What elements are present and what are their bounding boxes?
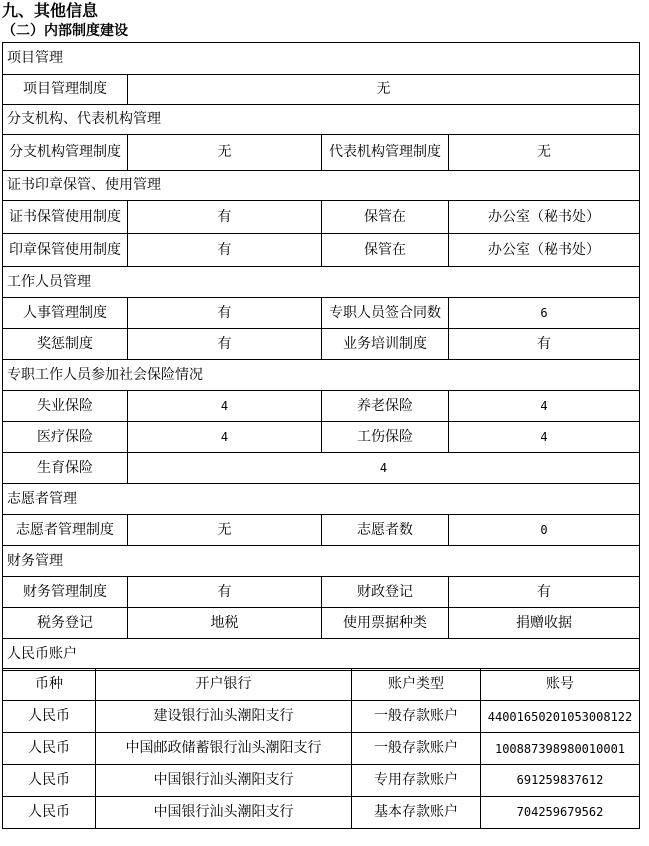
finance-system-label: 财务管理制度 [3, 577, 128, 608]
fiscal-registration-value: 有 [449, 577, 640, 608]
injury-label: 工伤保险 [322, 422, 449, 453]
volunteer-count-value: 0 [449, 515, 640, 546]
volunteer-system-label: 志愿者管理制度 [3, 515, 128, 546]
account-cell: 691259837612 [481, 765, 640, 797]
currency-cell: 人民币 [3, 765, 96, 797]
hr-system-label: 人事管理制度 [3, 298, 128, 329]
table-row [3, 733, 640, 765]
rep-system-label: 代表机构管理制度 [322, 135, 449, 171]
internal-system-table [2, 42, 640, 671]
unemployment-label: 失业保险 [3, 391, 128, 422]
finance-system-value: 有 [128, 577, 322, 608]
bank-cell: 中国银行汕头潮阳支行 [96, 765, 352, 797]
contract-count-value: 6 [449, 298, 640, 329]
section-project: 项目管理 [3, 43, 640, 75]
currency-cell: 人民币 [3, 797, 96, 829]
table-row [3, 797, 640, 829]
pension-label: 养老保险 [322, 391, 449, 422]
section-branch: 分支机构、代表机构管理 [3, 105, 640, 135]
type-cell: 专用存款账户 [352, 765, 481, 797]
currency-cell: 人民币 [3, 733, 96, 765]
reward-system-value: 有 [128, 329, 322, 360]
certificate-kept-value: 办公室（秘书处） [449, 201, 640, 234]
branch-system-label: 分支机构管理制度 [3, 135, 128, 171]
type-cell: 一般存款账户 [352, 701, 481, 733]
project-system-value: 无 [128, 75, 640, 105]
page-subheading: （二）内部制度建设 [2, 23, 128, 39]
certificate-kept-label: 保管在 [322, 201, 449, 234]
receipt-type-label: 使用票据种类 [322, 608, 449, 639]
training-system-value: 有 [449, 329, 640, 360]
certificate-system-value: 有 [128, 201, 322, 234]
bank-cell: 中国银行汕头潮阳支行 [96, 797, 352, 829]
seal-kept-label: 保管在 [322, 234, 449, 267]
account-cell: 100887398980010001 [481, 733, 640, 765]
section-finance: 财务管理 [3, 546, 640, 577]
reward-system-label: 奖惩制度 [3, 329, 128, 360]
pension-value: 4 [449, 391, 640, 422]
section-rmb-account: 人民币账户 [3, 639, 640, 671]
training-system-label: 业务培训制度 [322, 329, 449, 360]
section-seal: 证书印章保管、使用管理 [3, 171, 640, 201]
seal-system-label: 印章保管使用制度 [3, 234, 128, 267]
col-currency-header: 币种 [3, 669, 96, 701]
col-account-header: 账号 [481, 669, 640, 701]
branch-system-value: 无 [128, 135, 322, 171]
rep-system-value: 无 [449, 135, 640, 171]
col-bank-header: 开户银行 [96, 669, 352, 701]
hr-system-value: 有 [128, 298, 322, 329]
page-heading: 九、其他信息 [2, 1, 99, 20]
tax-registration-value: 地税 [128, 608, 322, 639]
seal-kept-value: 办公室（秘书处） [449, 234, 640, 267]
project-system-label: 项目管理制度 [3, 75, 128, 105]
account-cell: 704259679562 [481, 797, 640, 829]
table-header-row [3, 669, 640, 701]
maternity-label: 生育保险 [3, 453, 128, 484]
maternity-value: 4 [128, 453, 640, 484]
volunteer-count-label: 志愿者数 [322, 515, 449, 546]
medical-label: 医疗保险 [3, 422, 128, 453]
certificate-system-label: 证书保管使用制度 [3, 201, 128, 234]
seal-system-value: 有 [128, 234, 322, 267]
bank-cell: 中国邮政储蓄银行汕头潮阳支行 [96, 733, 352, 765]
account-cell: 44001650201053008122 [481, 701, 640, 733]
contract-count-label: 专职人员签合同数 [322, 298, 449, 329]
section-staff: 工作人员管理 [3, 267, 640, 298]
type-cell: 一般存款账户 [352, 733, 481, 765]
table-row [3, 701, 640, 733]
unemployment-value: 4 [128, 391, 322, 422]
rmb-account-table [2, 668, 640, 829]
medical-value: 4 [128, 422, 322, 453]
bank-cell: 建设银行汕头潮阳支行 [96, 701, 352, 733]
receipt-type-value: 捐赠收据 [449, 608, 640, 639]
currency-cell: 人民币 [3, 701, 96, 733]
volunteer-system-value: 无 [128, 515, 322, 546]
section-volunteer: 志愿者管理 [3, 484, 640, 515]
injury-value: 4 [449, 422, 640, 453]
table-row [3, 765, 640, 797]
tax-registration-label: 税务登记 [3, 608, 128, 639]
fiscal-registration-label: 财政登记 [322, 577, 449, 608]
col-type-header: 账户类型 [352, 669, 481, 701]
type-cell: 基本存款账户 [352, 797, 481, 829]
section-insurance: 专职工作人员参加社会保险情况 [3, 360, 640, 391]
